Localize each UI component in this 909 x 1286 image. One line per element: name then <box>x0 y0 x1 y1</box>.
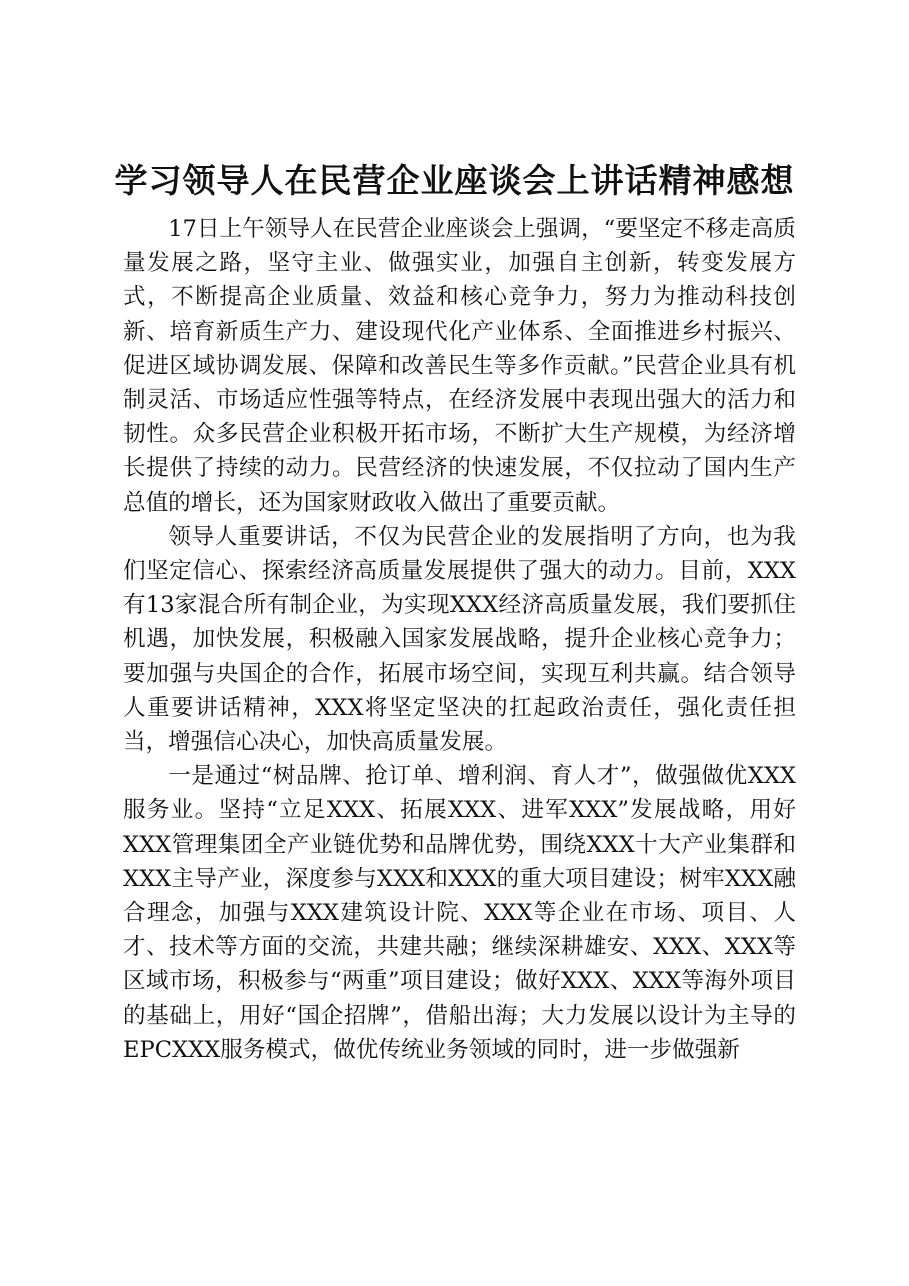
paragraph: 领导人重要讲话，不仅为民营企业的发展指明了方向，也为我们坚定信心、探索经济高质量发展提供了强大的动力。目前，XXX有13家混合所有制企业，为实现XXX经济高质量发展，我们要抓住机遇，加快发展，积极融入国家发展战略，提升企业核心竞争力；要加强与央国企的合作，拓展市场空间，实现互利共赢。结合领导人重要讲话精神，XXX将坚定坚决的扛起政治责任，强化责任担当，增强信心决心，加快高质量发展。 <box>123 523 796 756</box>
paragraph: 一是通过“树品牌、抢订单、增利润、育人才”，做强做优XXX服务业。坚持“立足XXX、拓展XXX、进军XXX”发展战略，用好XXX管理集团全产业链优势和品牌优势，围绕XXX十大产业集群和XXX主导产业，深度参与XXX和XXX的重大项目建设；树牢XXX融合理念，加强与XXX建筑设计院、XXX等企业在市场、项目、人才、技术等方面的交流，共建共融；继续深耕雄安、XXX、XXX等区域市场，积极参与“两重”项目建设；做好XXX、XXX等海外项目的基础上，用好“国企招牌”，借船出海；大力发展以设计为主导的EPCXXX服务模式，做优传统业务领域的同时，进一步做强新 <box>123 763 796 1063</box>
document-title: 学习领导人在民营企业座谈会上讲话精神感想 <box>114 161 795 200</box>
document-body <box>123 212 796 1067</box>
paragraph: 17日上午领导人在民营企业座谈会上强调，“要坚定不移走高质量发展之路，坚守主业、做强实业，加强自主创新，转变发展方式，不断提高企业质量、效益和核心竞争力，努力为推动科技创新、培育新质生产力、建设现代化产业体系、全面推进乡村振兴、促进区域协调发展、保障和改善民生等多作贡献。”民营企业具有机制灵活、市场适应性强等特点，在经济发展中表现出强大的活力和韧性。众多民营企业积极开拓市场，不断扩大生产规模，为经济增长提供了持续的动力。民营经济的快速发展，不仅拉动了国内生产总值的增长，还为国家财政收入做出了重要贡献。 <box>123 216 796 516</box>
